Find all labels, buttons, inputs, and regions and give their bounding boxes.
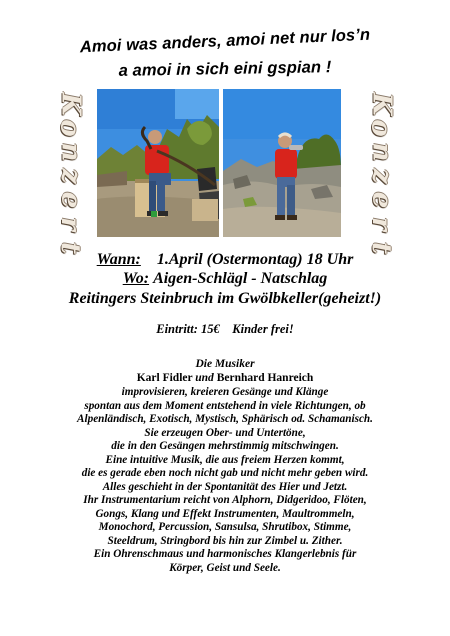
letter: o [55, 119, 85, 137]
letter: t [365, 241, 396, 255]
headline-line-2: a amoi in sich eini gspian ! [118, 58, 332, 80]
konzert-vertical-left [52, 92, 88, 255]
konzert-vertical-right [363, 92, 399, 255]
event-where [0, 270, 450, 288]
event-when [0, 251, 450, 269]
letter: n [366, 142, 396, 162]
photo-musician-quarry [223, 89, 341, 237]
musicians-title: Die Musiker [195, 358, 255, 370]
description-line: die in den Gesängen mehrstimmig mitschwingen. [111, 440, 339, 452]
letter: o [366, 119, 396, 137]
description-line: Gongs, Klang und Effekt Instrumenten, Maultrommeln, [95, 507, 355, 520]
description-text [10, 386, 440, 575]
event-venue: Reitingers Steinbruch im Gwölbkeller(geheizt!) [68, 290, 382, 307]
description-line: Sie erzeugen Ober- und Untertöne, [144, 426, 306, 439]
letter: z [54, 168, 85, 184]
musician-name-2: Bernhard Hanreich [216, 372, 314, 384]
description-line: Steeldrum, Stringbord bis hin zur Zimbel u. Zither. [107, 534, 343, 547]
photo-musician-alphorn [97, 89, 219, 237]
where-value: Aigen-Schlägl - Natschlag [153, 270, 328, 287]
description-line: improvisieren, kreieren Gesänge und Klänge [121, 386, 329, 398]
letter: e [54, 191, 85, 209]
musicians-names [0, 372, 450, 384]
description-line: Monochord, Percussion, Sansulsa, Shrutibox, Stimme, [98, 521, 352, 533]
description-line: Alles geschieht in der Spontanität des Hier und Jetzt. [102, 480, 348, 493]
when-value: 1.April (Ostermontag) 18 Uhr [156, 251, 354, 268]
letter: n [55, 142, 85, 162]
description-line: Eine intuitive Musik, die aus freiem Herzen kommt, [105, 453, 345, 466]
letter: z [365, 168, 396, 184]
musicians-joiner: und [195, 372, 214, 384]
letter: r [365, 217, 396, 231]
description-line: Ihr Instrumentarium reicht von Alphorn, Didgeridoo, Flöten, [83, 494, 367, 506]
letter: t [54, 241, 85, 255]
description-line: Körper, Geist und Seele. [169, 561, 281, 574]
letter: K [54, 92, 85, 116]
entry-price: Eintritt: 15€ Kinder frei! [156, 322, 294, 336]
letter: e [365, 191, 396, 209]
description-line: spontan aus dem Moment entstehend in viele Richtungen, ob [84, 399, 366, 412]
when-label: Wann: [96, 251, 141, 268]
description-line: die es gerade eben noch nicht gab und nicht mehr geben wird. [81, 467, 369, 479]
letter: K [365, 92, 396, 116]
description-line: Alpenländisch, Exotisch, Mystisch, Sphärisch od. Schamanisch. [77, 413, 373, 425]
musician-name-1: Karl Fidler [136, 372, 193, 384]
description-line: Ein Ohrenschmaus und harmonisches Klangerlebnis für [93, 548, 357, 560]
where-label: Wo: [122, 270, 150, 287]
letter: r [54, 217, 85, 231]
headline-line-1: Amoi was anders, amoi net nur los’n [79, 25, 371, 57]
